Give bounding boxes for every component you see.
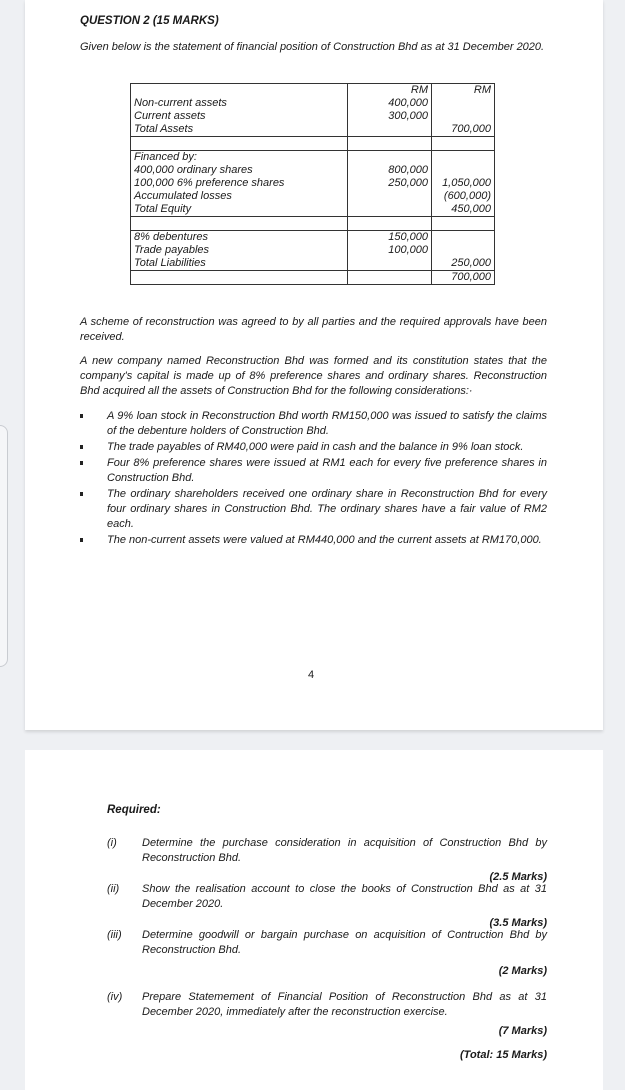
table-cell: 800,000	[348, 164, 432, 177]
table-cell	[131, 137, 348, 151]
table-cell	[432, 231, 495, 245]
table-row	[131, 190, 495, 203]
question-title: QUESTION 2 (15 MARKS)	[80, 15, 219, 27]
question-text: Determine the purchase consideration in acquisition of Construction Bhd by Reconstruction Bhd.	[142, 837, 547, 864]
table-cell: 150,000	[348, 231, 432, 245]
table-cell	[432, 97, 495, 110]
table-cell: 250,000	[348, 177, 432, 190]
table-cell: Trade payables	[131, 244, 348, 257]
question-text: Show the realisation account to close the books of Construction Bhd as at 31 December 2020.	[142, 883, 547, 910]
bullet-icon	[80, 492, 83, 496]
table-row	[131, 137, 495, 151]
table-cell: (600,000)	[432, 190, 495, 203]
financial-position-table	[130, 83, 495, 285]
table-row	[131, 203, 495, 217]
question-number: (i)	[107, 837, 117, 849]
table-cell: 1,050,000	[432, 177, 495, 190]
table-cell: 450,000	[432, 203, 495, 217]
list-item-text: The non-current assets were valued at RM440,000 and the current assets at RM170,000.	[107, 534, 542, 546]
list-item	[80, 533, 547, 548]
table-cell: Current assets	[131, 110, 348, 123]
table-cell: 700,000	[432, 271, 495, 285]
list-item-text: A 9% loan stock in Reconstruction Bhd worth RM150,000 was issued to satisfy the claims of the debenture holders of Construction Bhd.	[107, 410, 547, 437]
table-cell	[432, 151, 495, 165]
list-item-text: Four 8% preference shares were issued at RM1 each for every five preference shares in Construction Bhd.	[107, 457, 547, 484]
table-cell	[348, 217, 432, 231]
list-item	[80, 487, 547, 532]
table-cell	[131, 271, 348, 285]
paragraph-scheme: A scheme of reconstruction was agreed to by all parties and the required approvals have been received.	[80, 316, 547, 343]
table-cell: 8% debentures	[131, 231, 348, 245]
table-row	[131, 97, 495, 110]
bullet-icon	[80, 414, 83, 418]
table-cell: Total Assets	[131, 123, 348, 137]
table-row	[131, 110, 495, 123]
table-cell	[131, 84, 348, 98]
list-item	[80, 456, 547, 486]
table-cell	[131, 217, 348, 231]
list-item	[80, 440, 547, 455]
table-cell: Accumulated losses	[131, 190, 348, 203]
table-cell: RM	[432, 84, 495, 98]
table-cell	[432, 244, 495, 257]
table-cell	[432, 137, 495, 151]
question-text: Prepare Statemement of Financial Position of Reconstruction Bhd as at 31 December 2020, immediately after the reconstruction exercise.	[142, 991, 547, 1018]
question-number: (ii)	[107, 883, 120, 895]
table-cell: Financed by:	[131, 151, 348, 165]
page-number: 4	[308, 669, 315, 681]
table-row	[131, 123, 495, 137]
table-cell	[432, 217, 495, 231]
question-item	[107, 990, 547, 1063]
table-cell	[348, 257, 432, 271]
document-page-5	[25, 750, 603, 1090]
paragraph-new-company: A new company named Reconstruction Bhd was formed and its constitution states that the company's capital is made up of 8% preference shares and ordinary shares. Reconstruction Bhd acquired all the assets of Construction Bhd for the following considerations:·	[80, 355, 547, 397]
table-cell: 400,000	[348, 97, 432, 110]
question-marks: (2.5 Marks)	[489, 871, 547, 883]
table-row	[131, 151, 495, 165]
list-item-text: The trade payables of RM40,000 were paid in cash and the balance in 9% loan stock.	[107, 441, 524, 453]
question-item	[107, 836, 547, 885]
required-heading: Required:	[107, 804, 161, 816]
table-cell: Total Liabilities	[131, 257, 348, 271]
table-cell	[432, 164, 495, 177]
question-marks: (2 Marks)	[498, 965, 547, 977]
total-marks: (Total: 15 Marks)	[459, 1049, 547, 1061]
bullet-icon	[80, 538, 83, 542]
table-cell: RM	[348, 84, 432, 98]
question-number: (iii)	[107, 929, 122, 941]
question-marks: (7 Marks)	[498, 1025, 547, 1037]
bullet-icon	[80, 445, 83, 449]
table-cell	[348, 123, 432, 137]
table-cell	[432, 110, 495, 123]
considerations-list	[80, 409, 547, 549]
table-cell: 100,000	[348, 244, 432, 257]
table-row	[131, 164, 495, 177]
list-item-text: The ordinary shareholders received one ordinary share in Reconstruction Bhd for every four ordinary shares in Construction Bhd. The ordinary shares have a fair value of RM2 each.	[107, 488, 547, 530]
list-item	[80, 409, 547, 439]
table-cell: Total Equity	[131, 203, 348, 217]
table-cell	[348, 203, 432, 217]
table-cell	[348, 151, 432, 165]
intro-text: Given below is the statement of financial position of Construction Bhd as at 31 December 2020.	[80, 41, 545, 53]
table-cell: 700,000	[432, 123, 495, 137]
table-row	[131, 257, 495, 271]
table-cell: 100,000 6% preference shares	[131, 177, 348, 190]
question-item	[107, 882, 547, 931]
table-row	[131, 271, 495, 285]
table-header-row	[131, 84, 495, 98]
table-cell	[348, 137, 432, 151]
question-text: Determine goodwill or bargain purchase on acquisition of Contruction Bhd by Reconstruction Bhd.	[142, 929, 547, 956]
table-row	[131, 177, 495, 190]
document-page-4	[25, 0, 603, 730]
table-cell: Non-current assets	[131, 97, 348, 110]
bullet-icon	[80, 461, 83, 465]
table-cell: 300,000	[348, 110, 432, 123]
table-cell	[348, 271, 432, 285]
table-cell	[348, 190, 432, 203]
question-marks: (3.5 Marks)	[489, 917, 547, 929]
table-cell: 400,000 ordinary shares	[131, 164, 348, 177]
question-item	[107, 928, 547, 979]
table-row	[131, 217, 495, 231]
table-cell: 250,000	[432, 257, 495, 271]
side-panel-handle[interactable]	[0, 425, 8, 667]
table-row	[131, 244, 495, 257]
question-number: (iv)	[107, 991, 123, 1003]
table-row	[131, 231, 495, 245]
